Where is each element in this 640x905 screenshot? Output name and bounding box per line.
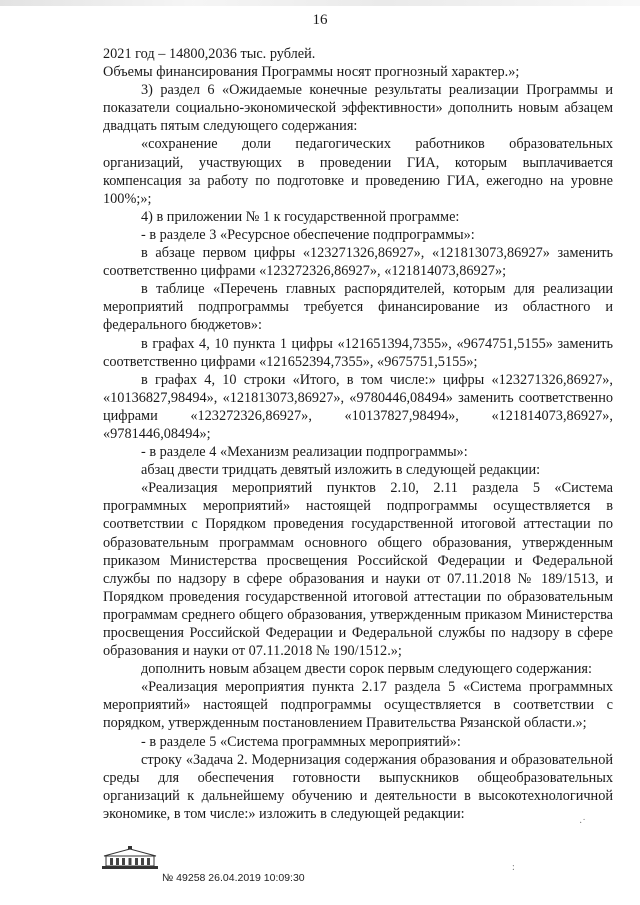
paragraph: Объемы финансирования Программы носят прогнозный характер.»; (103, 64, 520, 81)
paragraph: 2021 год – 14800,2036 тыс. рублей. (103, 46, 316, 62)
paragraph: абзац двести тридцать девятый изложить в следующей редакции: (141, 462, 541, 479)
paragraph: 4) в приложении № 1 к государственной программе: (141, 208, 460, 225)
paragraph: - в разделе 3 «Ресурсное обеспечение подпрограммы»: (141, 226, 475, 243)
scan-mark: : (512, 862, 515, 873)
paragraph: в абзаце первом цифры «123271326,86927», «121813073,86927» заменить соответственно цифрами «123272326,86927», «121814073,86927»; (103, 245, 613, 280)
government-building-emblem (100, 846, 160, 872)
paragraph: дополнить новым абзацем двести сорок первым следующего содержания: (141, 661, 592, 678)
document-footer (100, 846, 320, 890)
paragraph: «Реализация мероприятий пунктов 2.10, 2.11 раздела 5 «Система программных мероприятий» настоящей подпрограммы осуществляется в соответствии с Порядком проведения государственной итоговой аттестации по образовательным программам основного общего образования, утвержденным приказом Министерства просвещения Российской Федерации и Федеральной службы по надзору в сфере образования и науки от 07.11.2018 № 189/1513, и Порядком проведения государственной итоговой аттестации по образовательным программам среднего общего образования, утвержденным приказом Министерства просвещения Российской Федерации и Федеральной службы по надзору в сфере образования и науки от 07.11.2018 № 190/1512.»; (103, 480, 613, 660)
paragraph: в таблице «Перечень главных распорядителей, которым для реализации мероприятий подпрограммы требуется финансирование из областного и федерального бюджетов»: (103, 281, 613, 334)
paragraph: строку «Задача 2. Модернизация содержания образования и образовательной среды для обеспечения готовности выпускников общеобразовательных организаций к дальнейшему обучению и деятельности в высокотехнологичной экономике, в том числе:» изложить в следующей редакции: (103, 751, 613, 822)
page-number: 16 (312, 12, 328, 28)
scan-edge (0, 0, 640, 6)
paragraph: в графах 4, 10 строки «Итого, в том числе:» цифры «123271326,86927», «10136827,98494», «121813073,86927», «9780446,08494» заменить соответственно цифрами «123272326,86927», «10137827,98494», «121814073,86927», «9781446,08494»; (103, 371, 613, 442)
document-registration-stamp: № 49258 26.04.2019 10:09:30 (162, 872, 305, 884)
paragraph: «сохранение доли педагогических работников образовательных организаций, участвующих в проведении ГИА, которым выплачивается компенсация за работу по подготовке и проведению ГИА, ежегодно на уровне 100%;»; (103, 136, 613, 207)
paragraph: - в разделе 4 «Механизм реализации подпрограммы»: (141, 444, 468, 461)
document-body (103, 45, 613, 823)
scan-mark: ·˙ (579, 818, 586, 829)
paragraph: «Реализация мероприятия пункта 2.17 раздела 5 «Система программных мероприятий» настоящей подпрограммы осуществляется в соответствии с порядком, утвержденным постановлением Правительства Рязанской области.»; (103, 679, 613, 732)
paragraph: в графах 4, 10 пункта 1 цифры «121651394,7355», «9674751,5155» заменить соответственно цифрами «121652394,7355», «9675751,5155»; (103, 335, 613, 370)
paragraph: 3) раздел 6 «Ожидаемые конечные результаты реализации Программы и показатели социально-экономической эффективности» дополнить новым абзацем двадцать пятым следующего содержания: (103, 82, 613, 135)
paragraph: - в разделе 5 «Система программных мероприятий»: (141, 733, 461, 750)
